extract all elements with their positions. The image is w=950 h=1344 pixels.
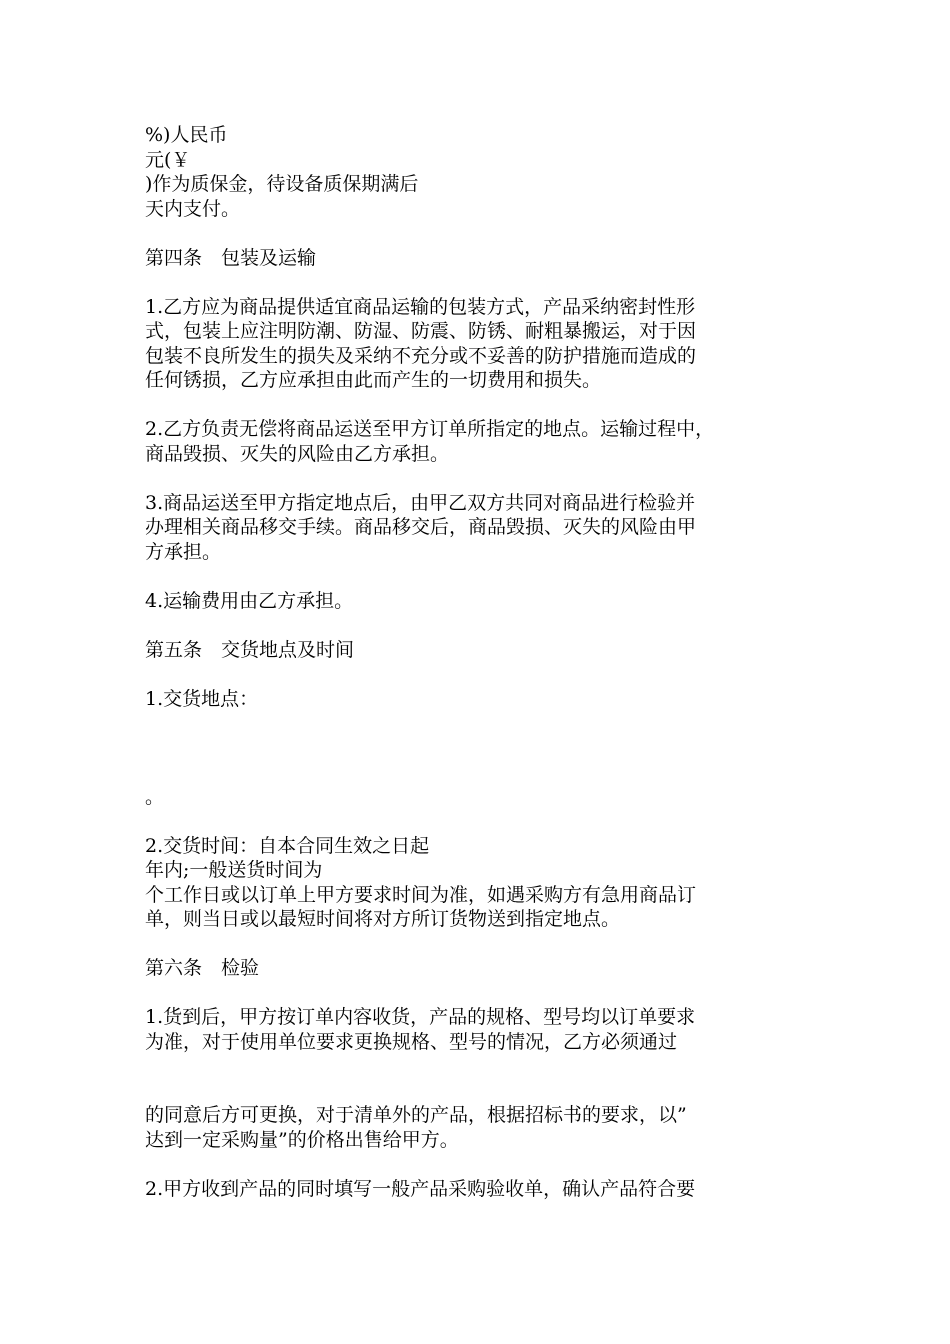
article-5-title: 第五条 交货地点及时间	[145, 638, 355, 661]
spacer	[145, 981, 825, 1006]
text-line: 4.运输费用由乙方承担。	[145, 589, 354, 612]
text-line: 1.交货地点：	[145, 687, 259, 710]
article-4-title: 第四条 包装及运输	[145, 246, 317, 269]
text-line: 天内支付。	[145, 197, 241, 220]
text-line: 2.乙方负责无偿将商品运送至甲方订单所指定的地点。运输过程中，	[145, 418, 715, 440]
text-line: 单，则当日或以最短时间将对方所订货物送到指定地点。	[145, 908, 621, 930]
spacer	[145, 932, 825, 957]
spacer	[145, 613, 825, 638]
text-line: 年内;一般送货时间为	[145, 859, 323, 881]
text-line: 任何锈损，乙方应承担由此而产生的一切费用和损失。	[145, 369, 602, 391]
spacer	[145, 1152, 825, 1177]
spacer	[145, 564, 825, 589]
spacer	[145, 711, 825, 785]
text-line: 1.乙方应为商品提供适宜商品运输的包装方式，产品采纳密封性形	[145, 295, 696, 318]
spacer	[145, 662, 825, 687]
text-line: 2.交货时间：自本合同生效之日起	[145, 834, 430, 857]
text-line: 达到一定采购量”的价格出售给甲方。	[145, 1128, 459, 1151]
text-line: 个工作日或以订单上甲方要求时间为准，如遇采购方有急用商品订	[145, 883, 697, 906]
text-line: %)人民币	[145, 124, 228, 146]
text-line: 2.甲方收到产品的同时填写一般产品采购验收单，确认产品符合要	[145, 1177, 696, 1200]
spacer	[145, 221, 825, 246]
text-line: 。	[145, 785, 165, 808]
spacer	[145, 270, 825, 295]
spacer	[145, 393, 825, 418]
spacer	[145, 1054, 825, 1103]
text-line: )作为质保金，待设备质保期满后	[145, 173, 419, 195]
text-line: 1.货到后，甲方按订单内容收货，产品的规格、型号均以订单要求	[145, 1006, 696, 1028]
text-line: 元(￥	[145, 148, 191, 171]
text-line: 办理相关商品移交手续。商品移交后，商品毁损、灭失的风险由甲	[145, 516, 697, 538]
text-line: 3.商品运送至甲方指定地点后，由甲乙双方共同对商品进行检验并	[145, 491, 696, 514]
text-line: 包装不良所发生的损失及采纳不充分或不妥善的防护措施而造成的	[145, 344, 697, 367]
spacer	[145, 809, 825, 834]
article-6-title: 第六条 检验	[145, 957, 260, 979]
spacer	[145, 466, 825, 491]
text-line: 的同意后方可更换，对于清单外的产品，根据招标书的要求，以”	[145, 1104, 687, 1126]
contract-page	[145, 123, 825, 1201]
text-line: 为准，对于使用单位要求更换规格、型号的情况，乙方必须通过	[145, 1030, 678, 1053]
text-line: 式，包装上应注明防潮、防湿、防震、防锈、耐粗暴搬运，对于因	[145, 320, 697, 342]
text-line: 商品毁损、灭失的风险由乙方承担。	[145, 442, 450, 465]
text-line: 方承担。	[145, 540, 222, 563]
